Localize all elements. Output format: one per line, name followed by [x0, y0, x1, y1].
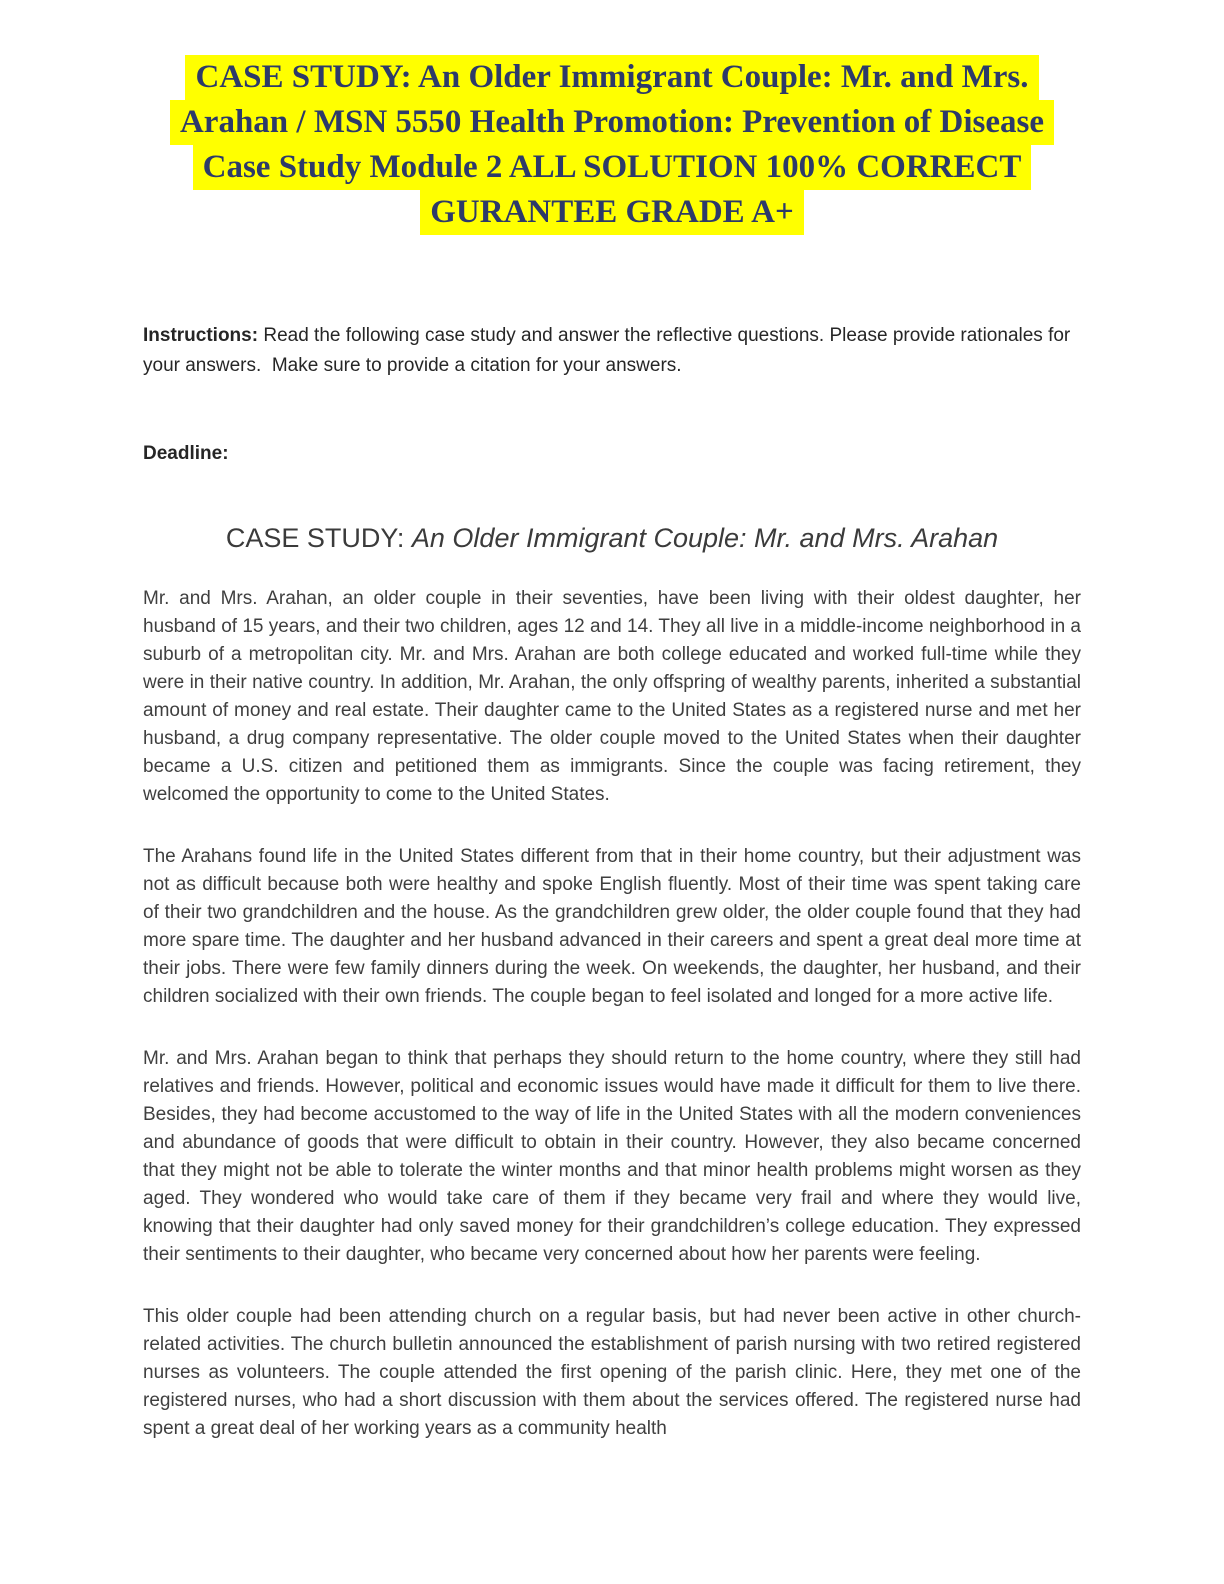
title-line-3	[143, 145, 1081, 190]
title-line-1-text: CASE STUDY: An Older Immigrant Couple: Mr. and Mrs.	[185, 55, 1038, 100]
title-line-1	[143, 55, 1081, 100]
instructions-paragraph	[143, 321, 1081, 381]
case-paragraph-3: Mr. and Mrs. Arahan began to think that perhaps they should return to the home country, where they still had relatives and friends. However, political and economic issues would have made it difficult for them to live there. Besides, they had become accustomed to the way of life in the United States with all the modern conveniences and abundance of goods that were difficult to obtain in their country. However, they also became concerned that they might not be able to tolerate the winter months and that minor health problems might worsen as they aged. They wondered who would take care of them if they became very frail and where they would live, knowing that their daughter had only saved money for their grandchildren’s college education. They expressed their sentiments to their daughter, who became very concerned about how her parents were feeling.	[143, 1048, 1081, 1265]
deadline-line	[143, 439, 1081, 469]
title-line-2	[143, 100, 1081, 145]
case-paragraph-1: Mr. and Mrs. Arahan, an older couple in their seventies, have been living with their oldest daughter, her husband of 15 years, and their two children, ages 12 and 14. They all live in a middle-income neighborhood in a suburb of a metropolitan city. Mr. and Mrs. Arahan are both college educated and worked full-time while they were in their native country. In addition, Mr. Arahan, the only offspring of wealthy parents, inherited a substantial amount of money and real estate. Their daughter came to the United States as a registered nurse and met her husband, a drug company representative. The older couple moved to the United States when their daughter became a U.S. citizen and petitioned them as immigrants. Since the couple was facing retirement, they welcomed the opportunity to come to the United States.	[143, 588, 1081, 805]
document-title	[143, 55, 1081, 235]
instructions-text: Read the following case study and answer the reflective questions. Please provide rationales for your answers. Make sure to provide a citation for your answers.	[143, 325, 1071, 376]
case-paragraph-4: This older couple had been attending church on a regular basis, but had never been active in other church-related activities. The church bulletin announced the establishment of parish nursing with two retired registered nurses as volunteers. The couple attended the first opening of the parish clinic. Here, they met one of the registered nurses, who had a short discussion with them about the services offered. The registered nurse had spent a great deal of her working years as a community health	[143, 1306, 1081, 1439]
title-line-3-text: Case Study Module 2 ALL SOLUTION 100% CORRECT	[193, 145, 1032, 190]
title-line-4-text: GURANTEE GRADE A+	[420, 190, 804, 235]
deadline-label: Deadline:	[143, 443, 229, 464]
case-paragraph-2: The Arahans found life in the United States different from that in their home country, but their adjustment was not as difficult because both were healthy and spoke English fluently. Most of their time was spent taking care of their two grandchildren and the house. As the grandchildren grew older, the older couple found that they had more spare time. The daughter and her husband advanced in their careers and spent a great deal more time at their jobs. There were few family dinners during the week. On weekends, the daughter, her husband, and their children socialized with their own friends. The couple began to feel isolated and longed for a more active life.	[143, 846, 1081, 1007]
case-study-body	[143, 585, 1081, 1443]
case-study-heading-subtitle: An Older Immigrant Couple: Mr. and Mrs. Arahan	[411, 523, 999, 553]
instructions-label: Instructions:	[143, 325, 259, 346]
title-line-2-text: Arahan / MSN 5550 Health Promotion: Prevention of Disease	[170, 100, 1054, 145]
case-study-heading-prefix: CASE STUDY:	[225, 523, 412, 553]
title-line-4	[143, 190, 1081, 235]
case-study-heading	[143, 521, 1081, 555]
